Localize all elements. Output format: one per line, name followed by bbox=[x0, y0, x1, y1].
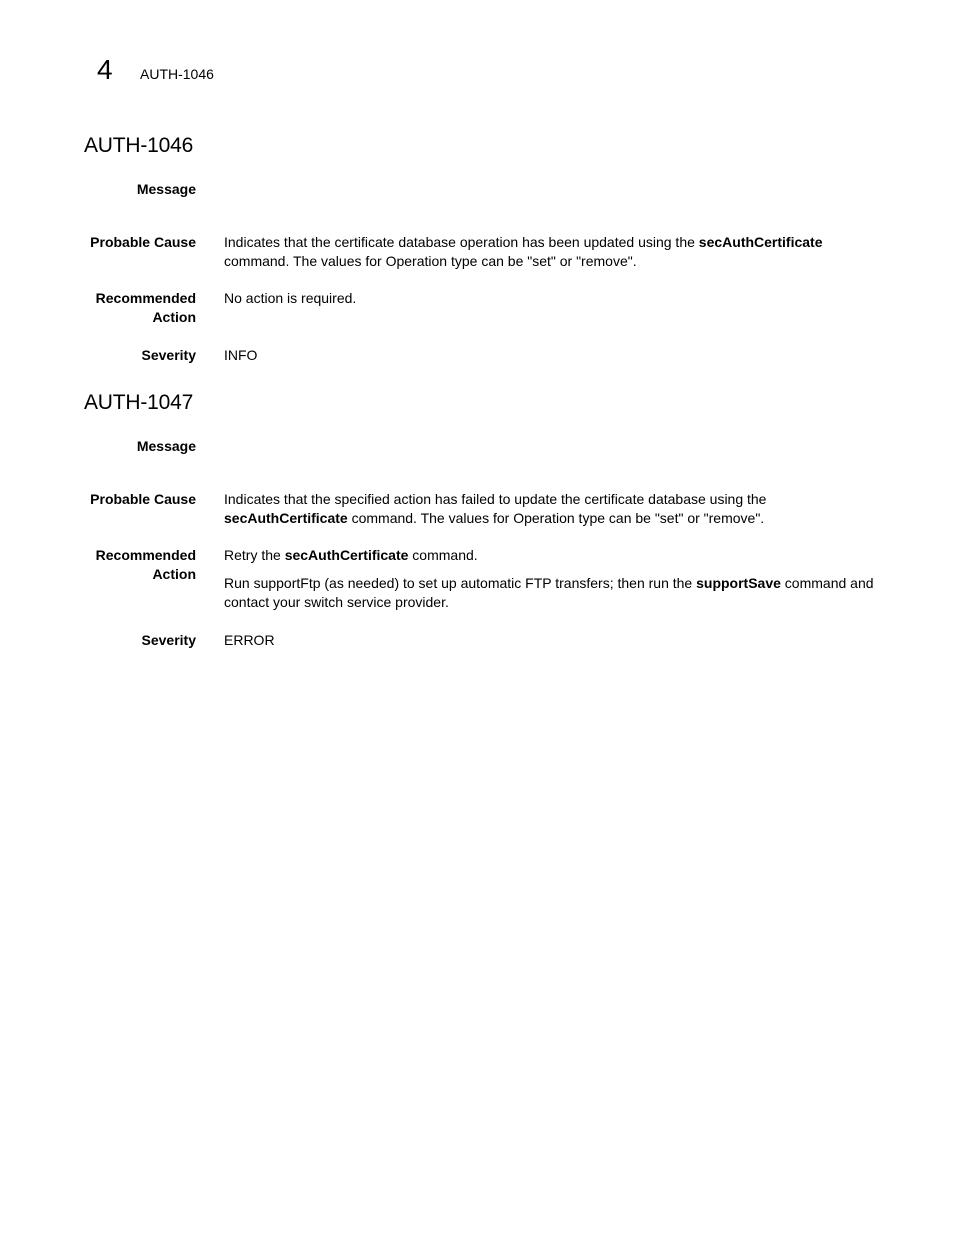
recommended-action-text: No action is required. bbox=[224, 290, 357, 306]
command-name: supportSave bbox=[696, 575, 781, 591]
message-label: Message bbox=[136, 438, 196, 454]
recommended-action-label: Recommended Action bbox=[95, 547, 196, 582]
severity-label: Severity bbox=[141, 632, 196, 648]
probable-cause-label: Probable Cause bbox=[90, 234, 196, 250]
severity-label: Severity bbox=[141, 347, 196, 363]
message-entry-auth-1046 bbox=[84, 134, 884, 374]
probable-cause-text: Indicates that the certificate database operation has been updated using the secAuthCertificate command. The values for Operation type can be "set" or "remove". bbox=[224, 234, 823, 269]
entry-title: AUTH-1046 bbox=[84, 134, 194, 157]
severity-value: ERROR bbox=[224, 632, 275, 648]
command-name: secAuthCertificate bbox=[224, 510, 348, 526]
probable-cause-text: Indicates that the specified action has failed to update the certificate database using the secAuthCertificate command. The values for Operation type can be "set" or "remove". bbox=[224, 491, 767, 526]
severity-value: INFO bbox=[224, 347, 258, 363]
message-entry-auth-1047 bbox=[84, 391, 884, 661]
command-name: secAuthCertificate bbox=[698, 234, 823, 250]
running-title: AUTH-1046 bbox=[140, 66, 214, 82]
recommended-action-text: Retry the secAuthCertificate command. Run supportFtp (as needed) to set up automatic FTP transfers; then run the supportSave command and contact your switch service provider. bbox=[224, 547, 874, 610]
chapter-number: 4 bbox=[97, 54, 113, 85]
message-label: Message bbox=[136, 181, 196, 197]
probable-cause-label: Probable Cause bbox=[90, 491, 196, 507]
entry-title: AUTH-1047 bbox=[84, 391, 194, 414]
command-name: secAuthCertificate bbox=[284, 547, 409, 563]
recommended-action-label: Recommended Action bbox=[95, 290, 196, 325]
